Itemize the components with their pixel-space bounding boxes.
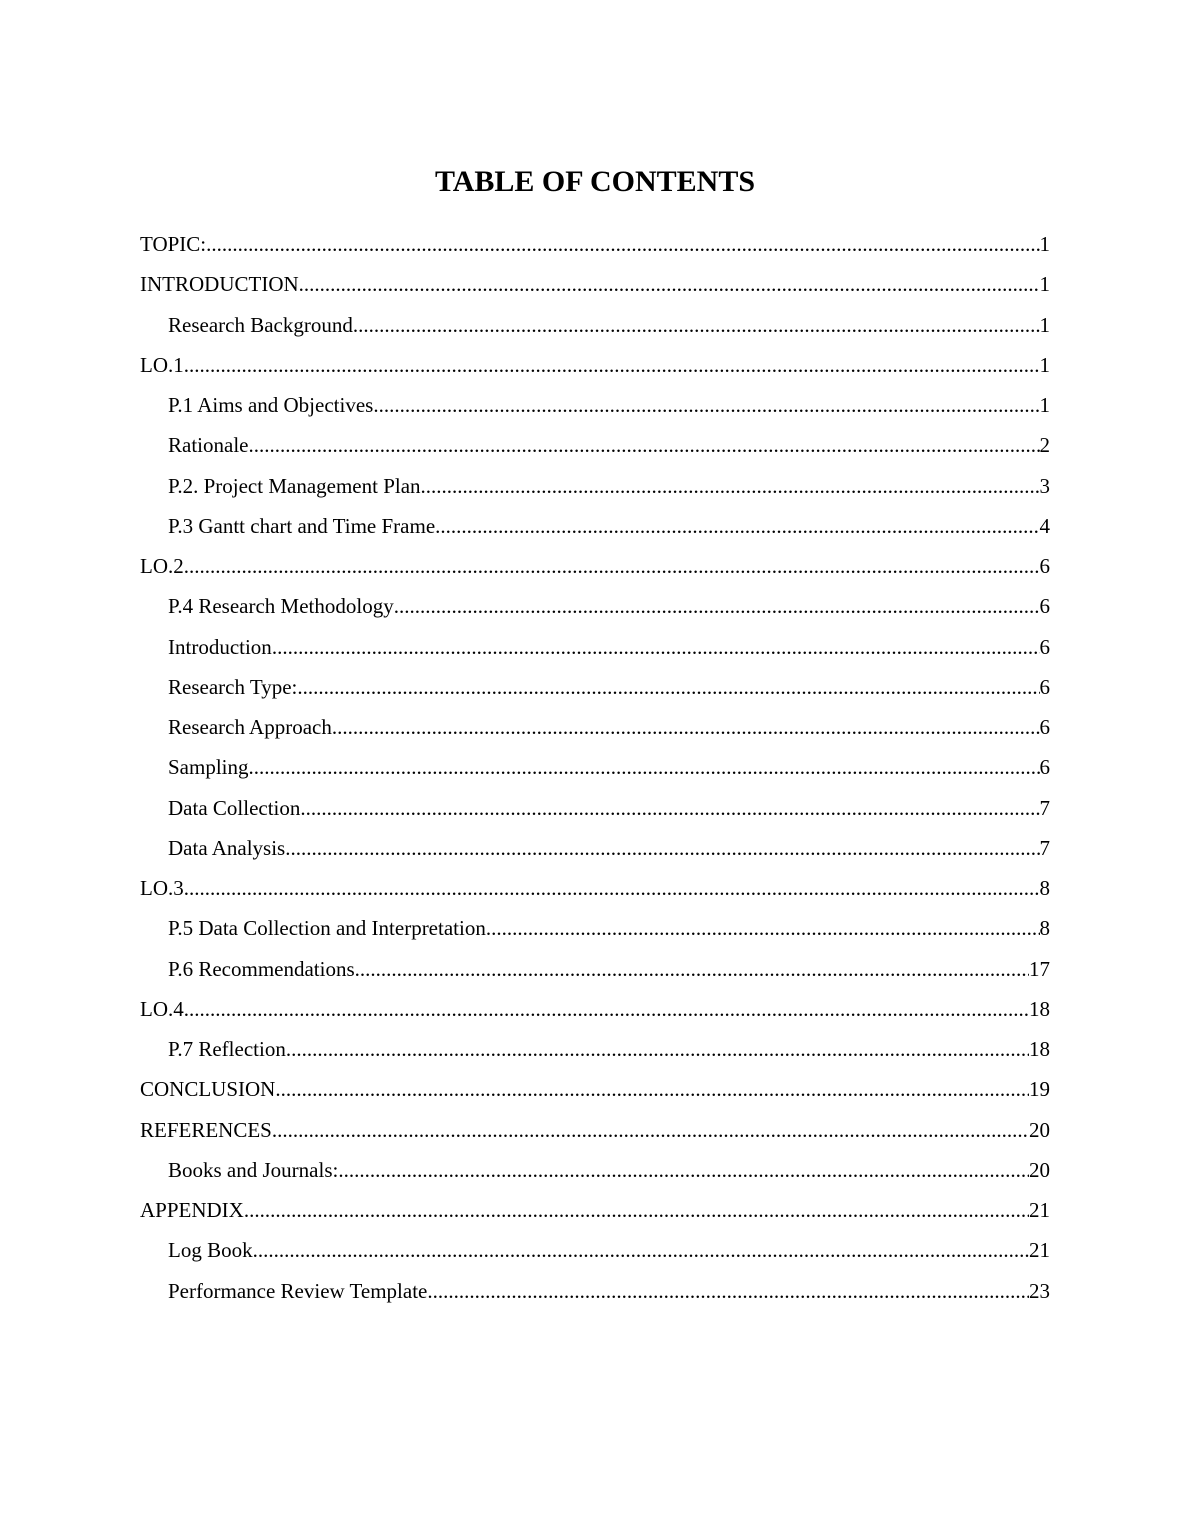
toc-entry[interactable] bbox=[140, 510, 1050, 550]
toc-dot-leader bbox=[253, 1236, 1029, 1264]
toc-dot-leader bbox=[394, 592, 1040, 620]
toc-entry-page-number: 6 bbox=[1039, 755, 1050, 780]
toc-dot-leader bbox=[338, 1156, 1029, 1184]
toc-entry-page-number: 18 bbox=[1029, 996, 1050, 1021]
toc-entry[interactable] bbox=[140, 1033, 1050, 1073]
toc-dot-leader bbox=[355, 955, 1029, 983]
toc-entry-page-number: 1 bbox=[1039, 352, 1050, 377]
toc-title: TABLE OF CONTENTS bbox=[434, 165, 756, 198]
toc-dot-leader bbox=[427, 1277, 1029, 1305]
toc-entry-label[interactable]: Sampling bbox=[168, 755, 249, 780]
toc-entry[interactable] bbox=[140, 470, 1050, 510]
toc-entry-page-number: 23 bbox=[1029, 1278, 1050, 1303]
toc-entry-label[interactable]: CONCLUSION bbox=[140, 1077, 276, 1102]
toc-entry[interactable] bbox=[140, 993, 1050, 1033]
toc-entry-page-number: 20 bbox=[1029, 1117, 1050, 1142]
toc-dot-leader bbox=[299, 270, 1040, 298]
toc-entry-label[interactable]: P.6 Recommendations bbox=[168, 956, 355, 981]
toc-entry[interactable] bbox=[140, 711, 1050, 751]
toc-entry-page-number: 1 bbox=[1039, 232, 1050, 256]
toc-entry-page-number: 6 bbox=[1039, 554, 1050, 578]
toc-list bbox=[140, 228, 1050, 1315]
toc-entry[interactable] bbox=[140, 631, 1050, 671]
toc-entry-label[interactable]: LO.3 bbox=[140, 876, 184, 900]
toc-entry[interactable] bbox=[140, 912, 1050, 952]
toc-entry-page-number: 17 bbox=[1029, 956, 1050, 981]
toc-entry[interactable] bbox=[140, 228, 1050, 268]
toc-dot-leader bbox=[353, 311, 1040, 339]
toc-entry-page-number: 19 bbox=[1029, 1077, 1050, 1102]
toc-dot-leader bbox=[249, 753, 1040, 781]
toc-entry-label[interactable]: INTRODUCTION bbox=[140, 272, 299, 297]
toc-dot-leader bbox=[248, 431, 1039, 459]
toc-dot-leader bbox=[286, 1035, 1029, 1063]
toc-dot-leader bbox=[184, 351, 1040, 379]
toc-entry[interactable] bbox=[140, 349, 1050, 389]
toc-entry-page-number: 3 bbox=[1039, 473, 1050, 498]
toc-dot-leader bbox=[184, 995, 1029, 1023]
toc-entry-label[interactable]: P.4 Research Methodology bbox=[168, 594, 394, 619]
toc-entry[interactable] bbox=[140, 1194, 1050, 1234]
toc-entry-page-number: 6 bbox=[1039, 594, 1050, 619]
toc-entry-label[interactable]: Introduction bbox=[168, 634, 272, 659]
toc-entry[interactable] bbox=[140, 389, 1050, 429]
toc-entry-label[interactable]: TOPIC: bbox=[140, 232, 207, 256]
toc-entry-label[interactable]: Data Analysis bbox=[168, 835, 286, 860]
toc-entry[interactable] bbox=[140, 1234, 1050, 1274]
toc-dot-leader bbox=[206, 230, 1039, 258]
toc-entry-page-number: 21 bbox=[1029, 1198, 1050, 1222]
toc-entry-page-number: 1 bbox=[1039, 272, 1050, 297]
toc-entry-page-number: 2 bbox=[1039, 433, 1050, 458]
toc-dot-leader bbox=[435, 512, 1039, 540]
toc-entry[interactable] bbox=[140, 751, 1050, 791]
toc-entry-page-number: 18 bbox=[1029, 1037, 1050, 1061]
toc-entry-label[interactable]: P.7 Reflection bbox=[168, 1037, 286, 1061]
toc-entry-label[interactable]: REFERENCES bbox=[140, 1117, 272, 1142]
toc-entry[interactable] bbox=[140, 590, 1050, 630]
toc-entry[interactable] bbox=[140, 1154, 1050, 1194]
toc-entry-label[interactable]: Research Type: bbox=[168, 674, 298, 699]
toc-entry-page-number: 4 bbox=[1039, 513, 1050, 538]
toc-dot-leader bbox=[285, 834, 1039, 862]
toc-entry-label[interactable]: LO.4 bbox=[140, 996, 184, 1021]
toc-entry[interactable] bbox=[140, 671, 1050, 711]
toc-entry-label[interactable]: Books and Journals: bbox=[168, 1157, 339, 1182]
toc-entry-page-number: 20 bbox=[1029, 1157, 1050, 1182]
toc-entry-page-number: 1 bbox=[1039, 312, 1050, 337]
toc-entry[interactable] bbox=[140, 1275, 1050, 1315]
toc-entry[interactable] bbox=[140, 429, 1050, 469]
toc-entry-page-number: 8 bbox=[1039, 916, 1050, 941]
toc-dot-leader bbox=[486, 914, 1040, 942]
toc-entry-label[interactable]: Log Book bbox=[168, 1238, 253, 1263]
toc-entry-page-number: 6 bbox=[1039, 715, 1050, 739]
toc-dot-leader bbox=[184, 552, 1040, 580]
toc-entry[interactable] bbox=[140, 832, 1050, 872]
toc-dot-leader bbox=[184, 874, 1040, 902]
toc-entry-label[interactable]: P.2. Project Management Plan bbox=[168, 473, 421, 498]
toc-dot-leader bbox=[244, 1196, 1029, 1224]
toc-entry[interactable] bbox=[140, 953, 1050, 993]
toc-entry-label[interactable]: Rationale bbox=[168, 433, 249, 458]
toc-entry-label[interactable]: P.1 Aims and Objectives bbox=[168, 393, 374, 417]
toc-dot-leader bbox=[300, 794, 1039, 822]
toc-entry-label[interactable]: P.3 Gantt chart and Time Frame bbox=[168, 513, 436, 538]
toc-dot-leader bbox=[272, 633, 1040, 661]
toc-entry-label[interactable]: Research Background bbox=[168, 312, 353, 337]
toc-entry[interactable] bbox=[140, 1114, 1050, 1154]
toc-entry[interactable] bbox=[140, 872, 1050, 912]
toc-dot-leader bbox=[421, 472, 1040, 500]
toc-entry[interactable] bbox=[140, 1073, 1050, 1113]
toc-entry-label[interactable]: Performance Review Template bbox=[168, 1278, 428, 1303]
toc-dot-leader bbox=[373, 391, 1039, 419]
toc-entry-page-number: 1 bbox=[1039, 393, 1050, 417]
toc-entry-label[interactable]: LO.2 bbox=[140, 554, 184, 578]
toc-entry-page-number: 8 bbox=[1039, 876, 1050, 900]
toc-entry[interactable] bbox=[140, 309, 1050, 349]
toc-entry-label[interactable]: Data Collection bbox=[168, 795, 301, 820]
toc-dot-leader bbox=[272, 1116, 1029, 1144]
toc-entry[interactable] bbox=[140, 792, 1050, 832]
toc-entry-page-number: 7 bbox=[1039, 795, 1050, 820]
toc-dot-leader bbox=[275, 1075, 1029, 1103]
toc-entry[interactable] bbox=[140, 550, 1050, 590]
toc-entry-page-number: 21 bbox=[1029, 1238, 1050, 1263]
toc-entry-page-number: 6 bbox=[1039, 674, 1050, 699]
toc-entry-label[interactable]: LO.1 bbox=[140, 352, 184, 377]
toc-entry[interactable] bbox=[140, 268, 1050, 308]
toc-entry-label[interactable]: P.5 Data Collection and Interpretation bbox=[168, 916, 486, 941]
toc-entry-page-number: 6 bbox=[1039, 634, 1050, 659]
toc-entry-page-number: 7 bbox=[1039, 835, 1050, 860]
toc-entry-label[interactable]: Research Approach bbox=[168, 715, 332, 739]
toc-dot-leader bbox=[297, 673, 1039, 701]
toc-dot-leader bbox=[332, 713, 1040, 741]
toc-entry-label[interactable]: APPENDIX bbox=[140, 1198, 244, 1222]
